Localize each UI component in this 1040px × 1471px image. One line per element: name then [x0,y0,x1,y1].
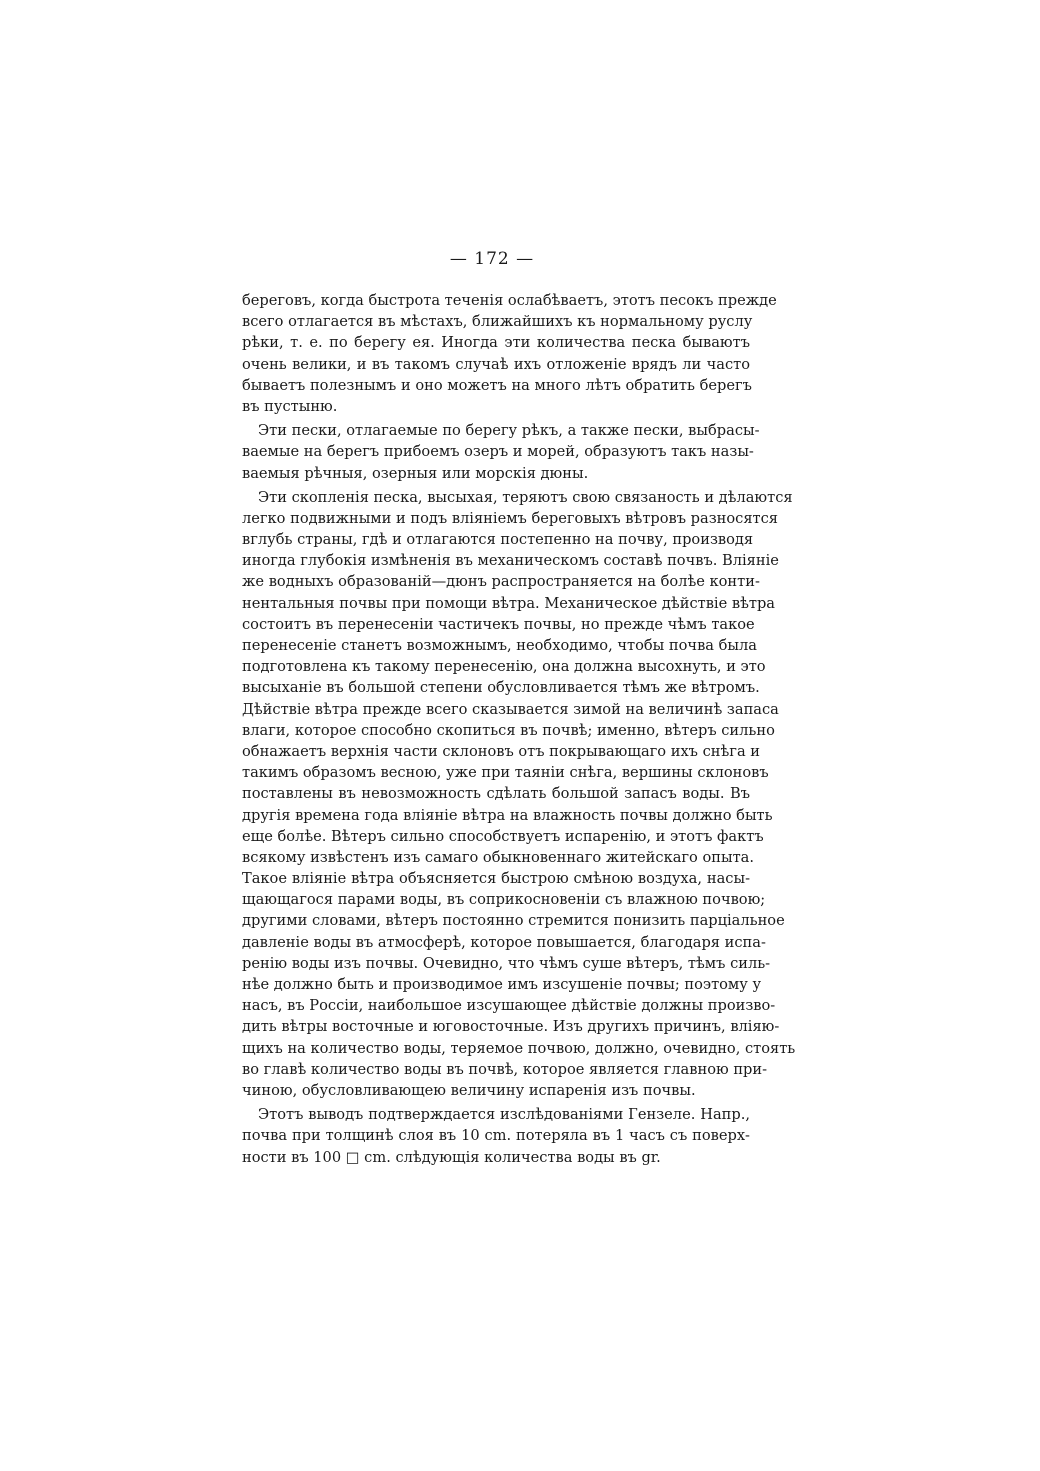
text-line: ности въ 100 □ cm. слѣдующія количества воды въ gr. [242,1148,661,1166]
text-line: Дѣйствіе вѣтра прежде всего сказывается зимой на величинѣ запаса [242,700,779,718]
text-line: такимъ образомъ весною, уже при таяніи снѣга, вершины склоновъ [242,764,769,782]
text-line: состоитъ въ перенесеніи частичекъ почвы, но прежде чѣмъ такое [242,615,755,633]
text-line: легко подвижными и подъ вліяніемъ береговыхъ вѣтровъ разносятся [242,509,779,527]
body-text [242,290,796,1168]
text-line: береговъ, когда быстрота теченія ослабѣваетъ, этотъ песокъ прежде [242,292,777,309]
text-line: влаги, которое способно скопиться въ почвѣ; именно, вѣтеръ сильно [242,721,775,739]
text-line: Эти пески, отлагаемые по берегу рѣкъ, а также пески, выбрасы- [258,422,760,440]
text-line: нентальныя почвы при помощи вѣтра. Механическое дѣйствіе вѣтра [242,594,775,612]
text-line: рѣки, т. е. по берегу ея. Иногда эти количества песка бываютъ [242,334,750,352]
text-line: перенесеніе станетъ возможнымъ, необходимо, чтобы почва была [242,637,757,654]
text-line: щающагося парами воды, въ соприкосновеніи съ влажною почвою; [242,891,766,909]
text-line: нѣе должно быть и производимое имъ изсушеніе почвы; поэтому у [242,976,762,993]
text-line: чиною, обусловливающею величину испаренія изъ почвы. [242,1081,696,1099]
text-line: всякому извѣстенъ изъ самаго обыкновеннаго житейскаго опыта. [242,848,755,866]
text-line: Этотъ выводъ подтверждается изслѣдованіями Гензеле. Напр., [258,1106,750,1124]
text-line: подготовлена къ такому перенесенію, она должна высохнуть, и это [242,658,766,676]
text-line: насъ, въ Россіи, наибольшое изсушающее дѣйствіе должны произво- [242,997,776,1015]
text-line: поставлены въ невозможность сдѣлать большой запасъ воды. Въ [242,785,750,803]
page-number: — 172 — [449,249,535,269]
paragraph-3 [242,487,796,1101]
text-line: ренію воды изъ почвы. Очевидно, что чѣмъ суше вѣтеръ, тѣмъ силь- [242,954,771,972]
text-line: очень велики, и въ такомъ случаѣ ихъ отложеніе врядъ ли часто [242,355,750,373]
text-line: вглубь страны, гдѣ и отлагаются постепенно на почву, производя [242,531,754,549]
text-line: иногда глубокія измѣненія въ механическомъ составѣ почвъ. Вліяніе [242,552,779,570]
paragraph-1 [242,290,777,417]
text-line: почва при толщинѣ слоя въ 10 cm. потеряла въ 1 часъ съ поверх- [242,1127,750,1145]
text-line: другими словами, вѣтеръ постоянно стремится понизить парціальное [242,912,785,930]
text-line: во главѣ количество воды въ почвѣ, которое является главною при- [242,1060,768,1078]
text-line: Эти скопленія песка, высыхая, теряютъ свою связаность и дѣлаются [258,488,793,506]
paragraph-2 [242,420,760,484]
text-line: еще болѣе. Вѣтеръ сильно способствуетъ испаренію, и этотъ фактъ [242,827,764,845]
text-line: дить вѣтры восточные и юговосточные. Изъ другихъ причинъ, вліяю- [242,1018,780,1036]
paragraph-4 [242,1104,750,1168]
text-line: Такое вліяніе вѣтра объясняется быстрою смѣною воздуха, насы- [242,870,750,888]
text-line: бываетъ полезнымъ и оно можетъ на много лѣтъ обратить берегъ [242,376,752,394]
text-line: другія времена года вліяніе вѣтра на влажность почвы должно быть [242,806,773,824]
text-line: щихъ на количество воды, теряемое почвою, должно, очевидно, стоять [242,1039,796,1057]
text-line: ваемые на берегъ прибоемъ озеръ и морей, образуютъ такъ назы- [242,443,754,461]
text-line: ваемыя рѣчныя, озерныя или морскія дюны. [242,464,589,482]
text-line: въ пустыню. [242,397,338,415]
text-line: высыханіе въ большой степени обусловливается тѣмъ же вѣтромъ. [242,679,760,697]
text-line: давленіе воды въ атмосферѣ, которое повышается, благодаря испа- [242,933,766,951]
text-line: обнажаетъ верхнія части склоновъ отъ покрывающаго ихъ снѣга и [242,742,761,760]
text-line: же водныхъ образованій—дюнъ распространяется на болѣе конти- [242,573,760,591]
text-line: всего отлагается въ мѣстахъ, ближайшихъ къ нормальному руслу [242,313,753,331]
